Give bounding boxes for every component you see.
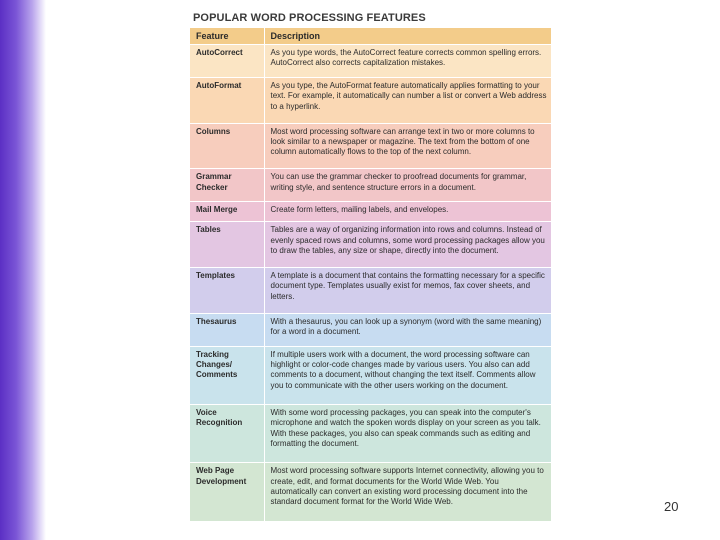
table-row — [190, 346, 551, 404]
figure-title: POPULAR WORD PROCESSING FEATURES — [193, 12, 426, 24]
description-cell: Create form letters, mailing labels, and envelopes. — [264, 202, 551, 222]
table-row — [190, 313, 551, 346]
description-cell: As you type words, the AutoCorrect feature corrects common spelling errors. AutoCorrect also corrects capitalization mistakes. — [264, 45, 551, 78]
table-header-row — [190, 28, 551, 45]
table-row — [190, 123, 551, 169]
table-row — [190, 463, 551, 522]
table-row — [190, 77, 551, 123]
feature-cell: Thesaurus — [190, 313, 264, 346]
description-cell: If multiple users work with a document, the word processing software can highlight or color-code changes made by various users. You also can add comments to a document, without changing the text itself. Comments allow you to communicate with the other users working on the document. — [264, 346, 551, 404]
feature-cell: AutoCorrect — [190, 45, 264, 78]
table-row — [190, 222, 551, 268]
feature-cell: Web Page Development — [190, 463, 264, 522]
features-table — [190, 28, 551, 522]
description-cell: Tables are a way of organizing information into rows and columns. Instead of evenly spaced rows and columns, some word processing packages allow you to draw the tables, any size or shape, directly into the document. — [264, 222, 551, 268]
table-row — [190, 202, 551, 222]
feature-cell: Columns — [190, 123, 264, 169]
feature-cell: Grammar Checker — [190, 169, 264, 202]
feature-cell: Voice Recognition — [190, 405, 264, 463]
description-cell: You can use the grammar checker to proofread documents for grammar, writing style, and sentence structure errors in a document. — [264, 169, 551, 202]
table-row — [190, 268, 551, 314]
description-cell: Most word processing software supports Internet connectivity, allowing you to create, edit, and format documents for the World Wide Web. You automatically can convert an existing word processing document into the standard document format for the World Wide Web. — [264, 463, 551, 522]
decorative-side-band — [0, 0, 46, 540]
page-number: 20 — [664, 499, 679, 514]
description-cell: With some word processing packages, you can speak into the computer's microphone and watch the spoken words display on your screen as you talk. With these packages, you also can speak commands such as editing and formatting the document. — [264, 405, 551, 463]
header-feature: Feature — [190, 28, 264, 45]
header-description: Description — [264, 28, 551, 45]
description-cell: Most word processing software can arrange text in two or more columns to look similar to a newspaper or magazine. The text from the bottom of one column automatically flows to the top of the next column. — [264, 123, 551, 169]
table-body — [190, 45, 551, 522]
feature-cell: Tables — [190, 222, 264, 268]
table-row — [190, 169, 551, 202]
feature-cell: Tracking Changes/ Comments — [190, 346, 264, 404]
feature-cell: Templates — [190, 268, 264, 314]
table-row — [190, 405, 551, 463]
description-cell: With a thesaurus, you can look up a synonym (word with the same meaning) for a word in a document. — [264, 313, 551, 346]
table-row — [190, 45, 551, 78]
feature-cell: Mail Merge — [190, 202, 264, 222]
feature-cell: AutoFormat — [190, 77, 264, 123]
description-cell: As you type, the AutoFormat feature automatically applies formatting to your text. For example, it automatically can number a list or convert a Web address to a hyperlink. — [264, 77, 551, 123]
description-cell: A template is a document that contains the formatting necessary for a specific document type. Templates usually exist for memos, fax cover sheets, and letters. — [264, 268, 551, 314]
